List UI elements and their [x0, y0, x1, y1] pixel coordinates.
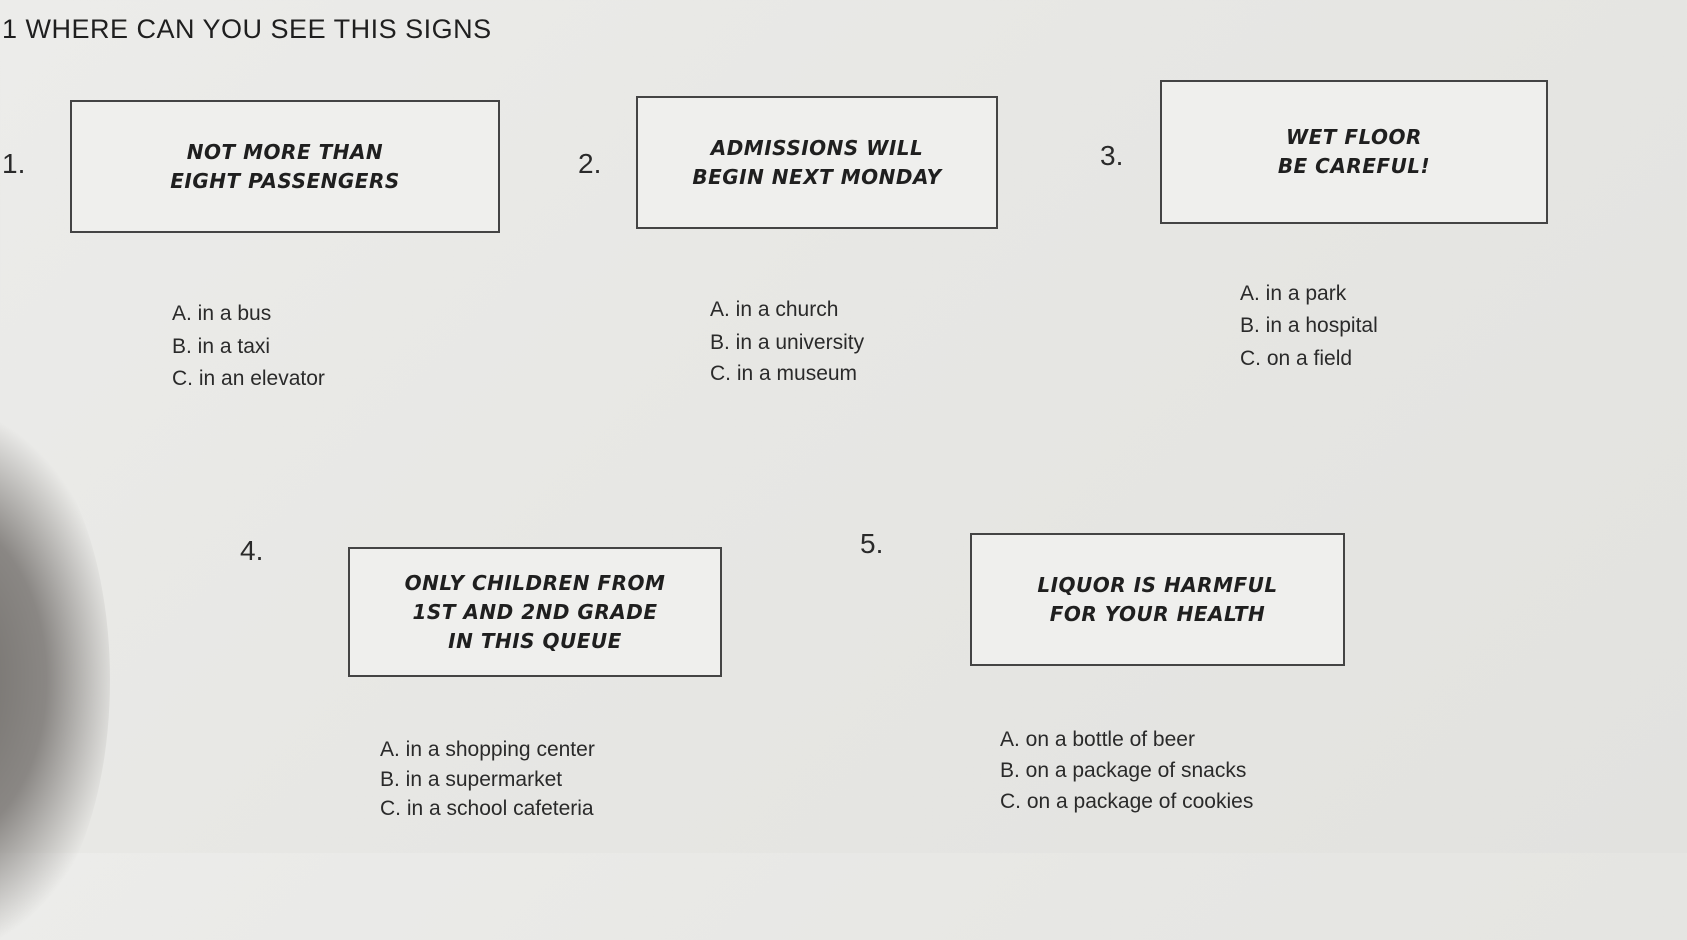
- question-2-option-a[interactable]: A. in a church: [710, 298, 839, 321]
- question-1-number: 1.: [2, 148, 26, 179]
- question-1-option-b[interactable]: B. in a taxi: [172, 335, 271, 358]
- question-3-option-a[interactable]: A. in a park: [1240, 282, 1347, 305]
- question-2-option-c[interactable]: C. in a museum: [710, 362, 858, 385]
- question-4-option-b[interactable]: B. in a supermarket: [380, 768, 563, 791]
- question-2-number: 2.: [578, 148, 602, 179]
- question-3-number: 3.: [1100, 140, 1124, 171]
- question-1-option-c[interactable]: C. in an elevator: [172, 367, 325, 390]
- question-1-option-a[interactable]: A. in a bus: [172, 302, 272, 325]
- question-3-sign: [1160, 80, 1548, 224]
- question-2-option-b[interactable]: B. in a university: [710, 331, 865, 354]
- question-4-sign-text: ONLY CHILDREN FROM 1ST AND 2ND GRADE IN THIS QUEUE: [404, 570, 666, 653]
- question-4-sign: [348, 547, 722, 677]
- question-2-sign: [636, 96, 998, 229]
- question-3-option-c[interactable]: C. on a field: [1240, 347, 1353, 370]
- question-1-sign: [70, 100, 500, 233]
- question-5-option-a[interactable]: A. on a bottle of beer: [1000, 728, 1195, 751]
- question-5-number: 5.: [860, 528, 884, 559]
- hand-shadow: [0, 420, 110, 940]
- question-3-option-b[interactable]: B. in a hospital: [1240, 314, 1378, 337]
- question-5-option-b[interactable]: B. on a package of snacks: [1000, 759, 1247, 782]
- question-4-number: 4.: [240, 535, 264, 566]
- question-3-sign-text: WET FLOOR BE CAREFUL!: [1277, 125, 1431, 178]
- worksheet-title: 1 WHERE CAN YOU SEE THIS SIGNS: [2, 14, 492, 44]
- question-1-sign-text: NOT MORE THAN EIGHT PASSENGERS: [170, 139, 400, 193]
- question-5-option-c[interactable]: C. on a package of cookies: [1000, 790, 1254, 813]
- question-4-option-a[interactable]: A. in a shopping center: [380, 738, 595, 761]
- question-5-sign-text: LIQUOR IS HARMFUL FOR YOUR HEALTH: [1037, 572, 1278, 626]
- question-4-option-c[interactable]: C. in a school cafeteria: [380, 797, 594, 820]
- question-5-sign: [970, 533, 1345, 666]
- question-2-sign-text: ADMISSIONS WILL BEGIN NEXT MONDAY: [692, 135, 942, 189]
